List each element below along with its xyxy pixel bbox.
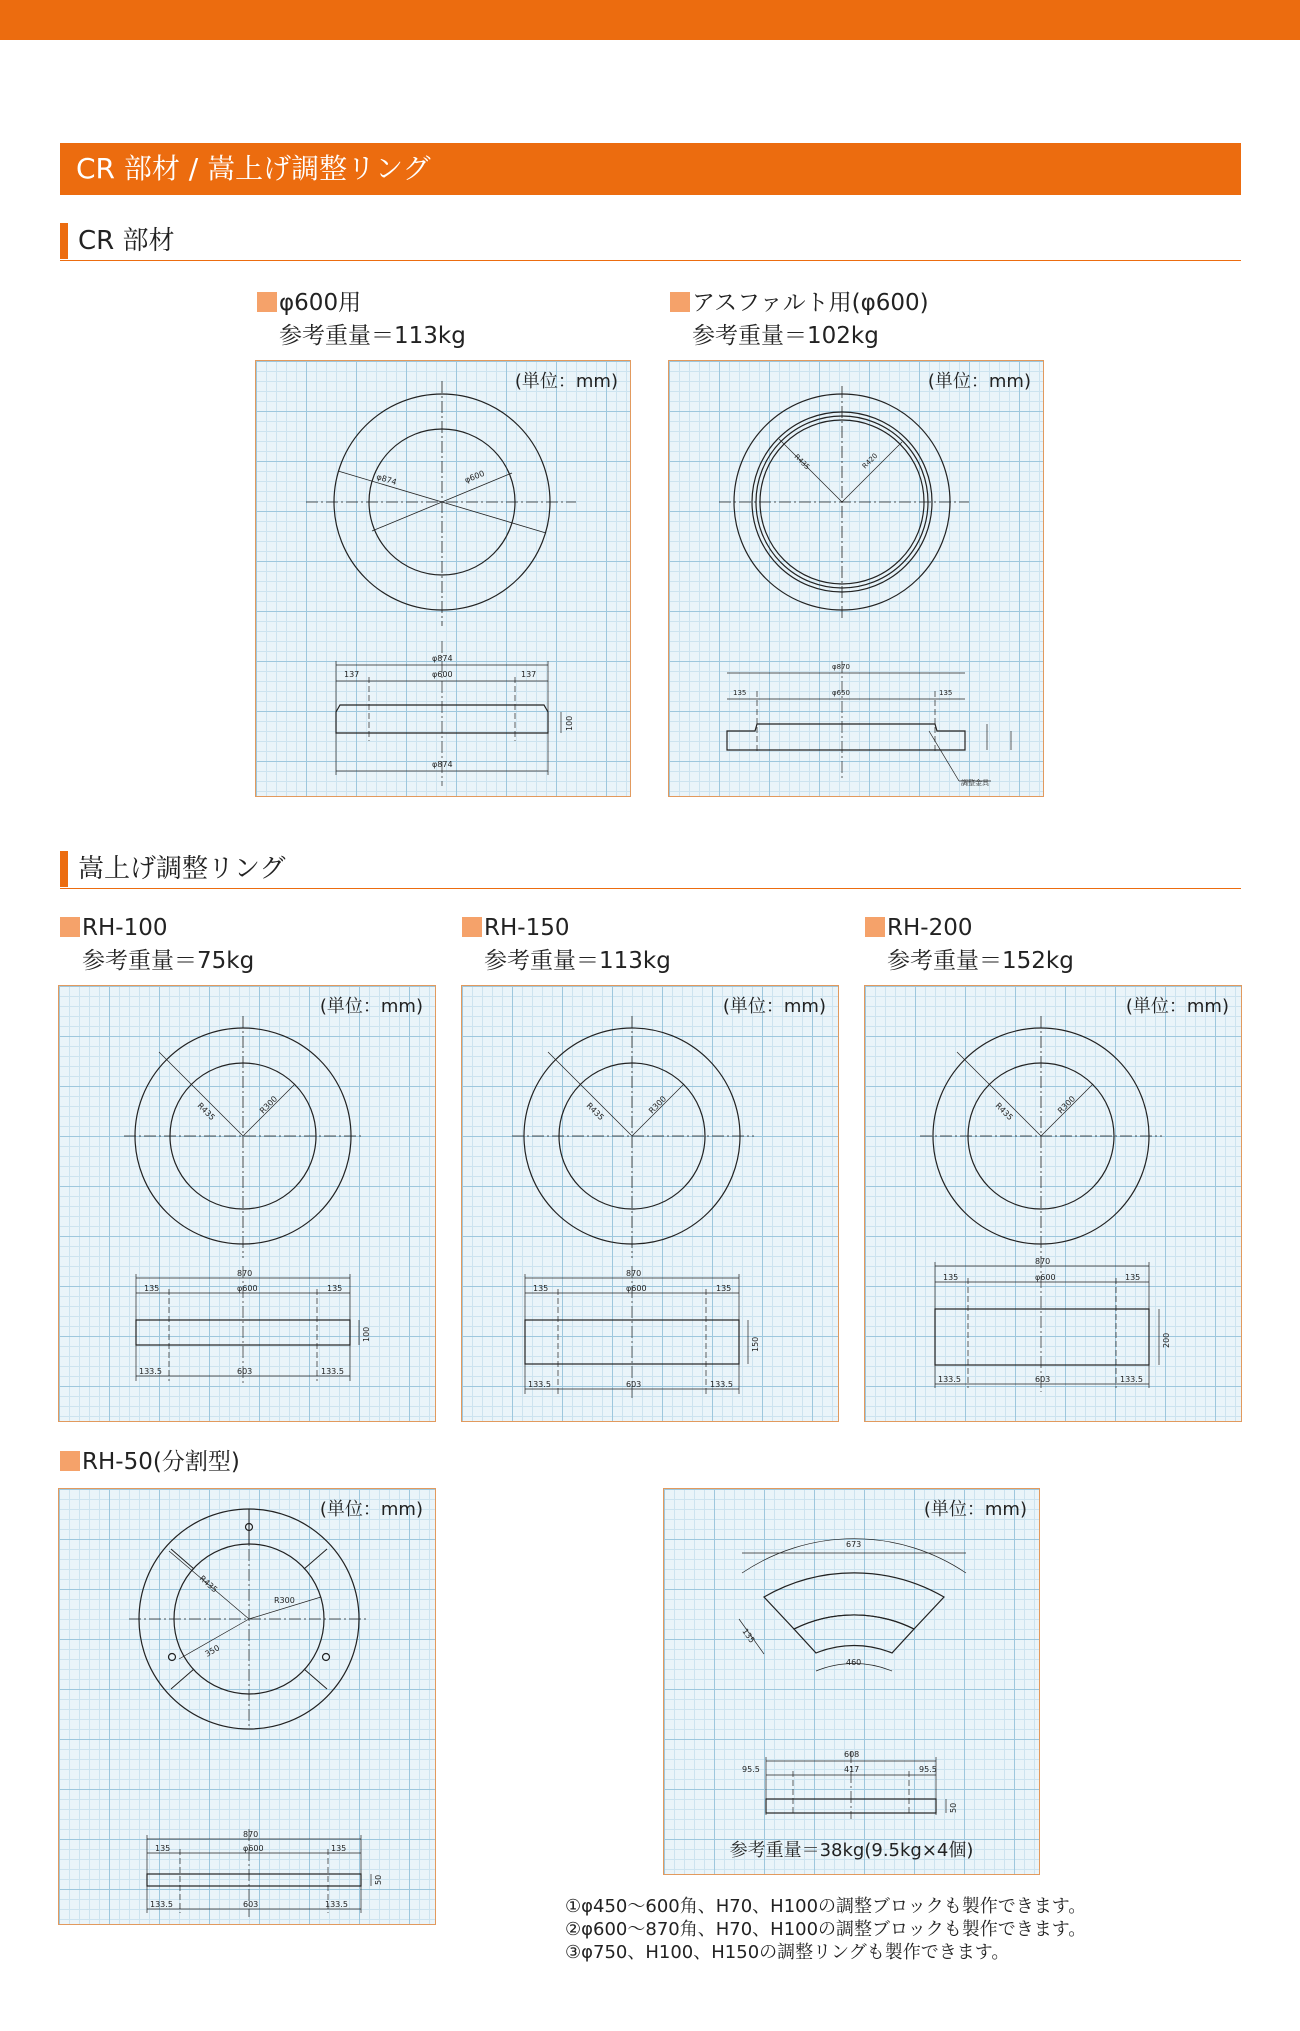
svg-text:R300: R300 (1056, 1094, 1078, 1116)
svg-text:870: 870 (1035, 1257, 1051, 1266)
svg-text:135: 135 (144, 1284, 160, 1293)
weight-rh100: 参考重量＝75kg (82, 948, 255, 974)
svg-text:135: 135 (740, 1626, 757, 1645)
svg-text:φ600: φ600 (1035, 1273, 1056, 1282)
label-rh200: RH-200 参考重量＝152kg (865, 912, 1074, 978)
section-header-ring (60, 851, 1241, 889)
svg-text:φ870: φ870 (832, 663, 850, 671)
weight-asphalt: 参考重量＝102kg (692, 323, 879, 349)
top-accent-bar (0, 0, 1300, 40)
svg-text:135: 135 (716, 1284, 732, 1293)
svg-text:135: 135 (939, 689, 953, 697)
label-square-icon (670, 292, 690, 312)
rh150-drawing-svg (462, 986, 840, 1423)
section-marker (60, 851, 68, 887)
note-item: ①φ450～600角、H70、H100の調整ブロックも製作できます。 (565, 1896, 1087, 1917)
svg-text:100: 100 (362, 1326, 371, 1342)
label-asphalt: アスファルト用(φ600) 参考重量＝102kg (670, 287, 929, 353)
svg-text:135: 135 (943, 1273, 959, 1282)
svg-text:133.5: 133.5 (321, 1367, 344, 1376)
unit-label: (単位：mm) (722, 996, 826, 1017)
svg-text:135: 135 (1125, 1273, 1141, 1282)
svg-text:R300: R300 (274, 1596, 295, 1605)
svg-text:100: 100 (565, 715, 574, 731)
label-rh50: RH-50(分割型) (60, 1446, 240, 1479)
svg-text:603: 603 (626, 1380, 642, 1389)
note-item: ③φ750、H100、H150の調整リングも製作できます。 (565, 1942, 1010, 1963)
drawing-asphalt (668, 360, 1044, 797)
svg-text:R435: R435 (792, 452, 812, 472)
drawing-rh50-segment (663, 1488, 1040, 1875)
label-square-icon (257, 292, 277, 312)
svg-text:603: 603 (243, 1900, 259, 1909)
svg-text:133.5: 133.5 (710, 1380, 733, 1389)
svg-text:φ874: φ874 (432, 654, 453, 663)
unit-label: (単位：mm) (927, 371, 1031, 392)
svg-text:R435: R435 (584, 1101, 606, 1123)
svg-text:135: 135 (327, 1284, 343, 1293)
label-rh150: RH-150 参考重量＝113kg (462, 912, 671, 978)
cr600-drawing-svg (256, 361, 632, 798)
drawing-rh150 (461, 985, 839, 1422)
svg-text:608: 608 (844, 1750, 860, 1759)
svg-text:133.5: 133.5 (1120, 1375, 1143, 1384)
label-rh100: RH-100 参考重量＝75kg (60, 912, 254, 978)
svg-text:50: 50 (374, 1874, 383, 1885)
label-square-icon (60, 917, 80, 937)
svg-text:135: 135 (733, 689, 747, 697)
svg-text:135: 135 (155, 1844, 171, 1853)
svg-text:870: 870 (237, 1269, 253, 1278)
section-header-cr (60, 223, 1241, 261)
svg-text:φ874: φ874 (375, 472, 398, 487)
svg-text:603: 603 (1035, 1375, 1051, 1384)
svg-text:133.5: 133.5 (528, 1380, 551, 1389)
svg-text:137: 137 (521, 670, 537, 679)
svg-text:137: 137 (344, 670, 360, 679)
svg-text:95.5: 95.5 (919, 1765, 937, 1774)
svg-text:460: 460 (846, 1658, 862, 1667)
rh200-drawing-svg (865, 986, 1243, 1423)
section-title-ring: 嵩上げ調整リング (78, 854, 286, 884)
weight-rh150: 参考重量＝113kg (484, 948, 671, 974)
svg-text:φ600: φ600 (237, 1284, 258, 1293)
svg-text:133.5: 133.5 (139, 1367, 162, 1376)
weight-cr600: 参考重量＝113kg (279, 323, 466, 349)
asphalt-drawing-svg (669, 361, 1045, 798)
svg-text:R435: R435 (993, 1101, 1015, 1123)
svg-text:φ650: φ650 (832, 689, 850, 697)
svg-text:φ600: φ600 (432, 670, 453, 679)
rh50-plan-svg (59, 1489, 437, 1926)
label-cr600: φ600用 参考重量＝113kg (257, 287, 466, 353)
rh50-segment-svg (664, 1489, 1041, 1876)
svg-text:R420: R420 (860, 451, 880, 471)
unit-label: (単位：mm) (923, 1499, 1027, 1520)
svg-text:133.5: 133.5 (325, 1900, 348, 1909)
svg-text:φ600: φ600 (463, 468, 486, 485)
svg-text:133.5: 133.5 (150, 1900, 173, 1909)
svg-text:200: 200 (1162, 1332, 1171, 1348)
page-banner-title: CR 部材 / 嵩上げ調整リング (60, 143, 1241, 195)
drawing-rh100 (58, 985, 436, 1422)
svg-text:673: 673 (846, 1540, 862, 1549)
rh100-drawing-svg (59, 986, 437, 1423)
svg-text:133.5: 133.5 (938, 1375, 961, 1384)
section-title-cr: CR 部材 (78, 226, 175, 256)
svg-text:417: 417 (844, 1765, 860, 1774)
notes-list (565, 1895, 1086, 1964)
weight-rh200: 参考重量＝152kg (887, 948, 1074, 974)
svg-text:調整金具: 調整金具 (961, 779, 989, 787)
svg-text:135: 135 (533, 1284, 549, 1293)
label-square-icon (462, 917, 482, 937)
svg-text:50: 50 (949, 1802, 958, 1813)
label-square-icon (60, 1451, 80, 1471)
svg-text:870: 870 (626, 1269, 642, 1278)
unit-label: (単位：mm) (514, 371, 618, 392)
unit-label: (単位：mm) (319, 1499, 423, 1520)
svg-text:φ874: φ874 (432, 760, 453, 769)
label-square-icon (865, 917, 885, 937)
svg-text:150: 150 (751, 1336, 760, 1352)
unit-label: (単位：mm) (319, 996, 423, 1017)
section-marker (60, 223, 68, 259)
drawing-cr600 (255, 360, 631, 797)
unit-label: (単位：mm) (1125, 996, 1229, 1017)
svg-text:350: 350 (203, 1643, 222, 1659)
svg-text:R300: R300 (258, 1094, 280, 1116)
weight-rh50: 参考重量＝38kg(9.5kg×4個) (729, 1840, 974, 1861)
drawing-rh200 (864, 985, 1242, 1422)
drawing-rh50-plan (58, 1488, 436, 1925)
svg-text:95.5: 95.5 (742, 1765, 760, 1774)
note-item: ②φ600～870角、H70、H100の調整ブロックも製作できます。 (565, 1919, 1087, 1940)
svg-text:135: 135 (331, 1844, 347, 1853)
svg-text:φ600: φ600 (626, 1284, 647, 1293)
svg-text:R300: R300 (647, 1094, 669, 1116)
svg-text:φ600: φ600 (243, 1844, 264, 1853)
svg-text:603: 603 (237, 1367, 253, 1376)
svg-text:R435: R435 (195, 1101, 217, 1123)
svg-text:870: 870 (243, 1830, 259, 1839)
svg-text:R435: R435 (197, 1573, 220, 1595)
